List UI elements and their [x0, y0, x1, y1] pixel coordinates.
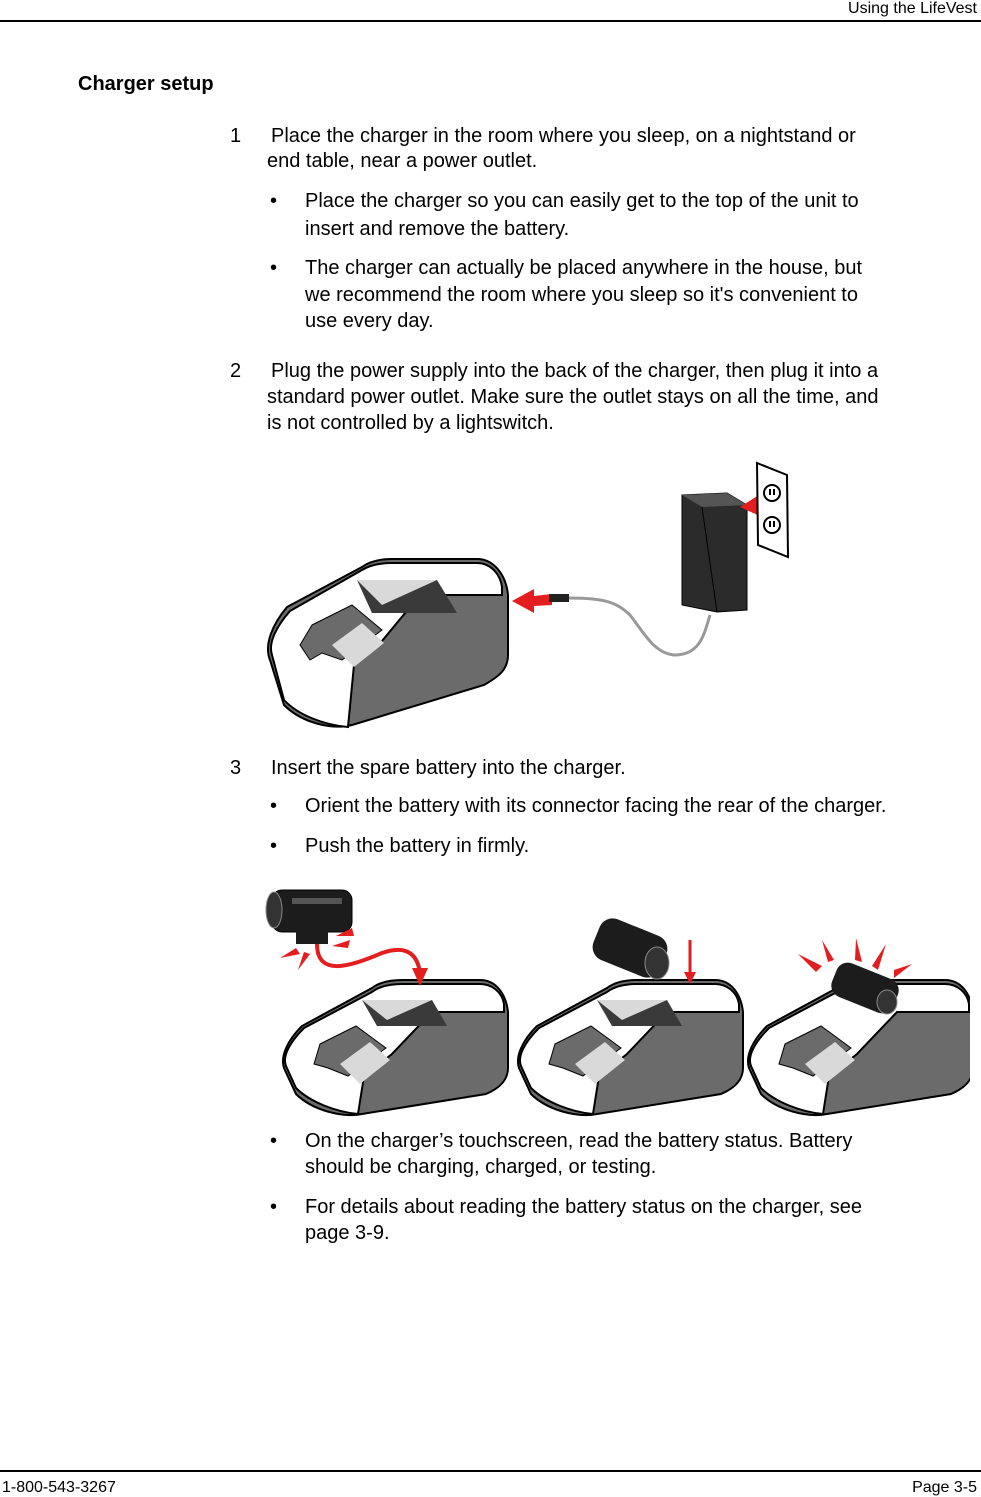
- bullet-text-line: should be charging, charged, or testing.: [305, 1156, 657, 1178]
- bullet-text-line: Orient the battery with its connector facing the rear of the charger.: [305, 795, 887, 817]
- footer-rule: [0, 1470, 981, 1472]
- running-header: Using the LifeVest: [848, 0, 977, 17]
- step-text-line: Insert the spare battery into the charger.: [271, 757, 626, 779]
- bullet-text-line: we recommend the room where you sleep so it's convenient to: [305, 284, 858, 306]
- battery-insertion-illustration: [262, 878, 970, 1123]
- step-text-line: Plug the power supply into the back of the charger, then plug it into a: [271, 360, 879, 382]
- header-rule: [0, 20, 981, 22]
- bullet-text-line: page 3-9.: [305, 1222, 390, 1244]
- wall-outlet-icon: [757, 463, 788, 557]
- step-text-line: Place the charger in the room where you sleep, on a nightstand or: [271, 125, 856, 147]
- step-number: 1: [230, 125, 242, 147]
- footer-page-number: Page 3-5: [912, 1479, 977, 1496]
- bullet-text-line: Push the battery in firmly.: [305, 835, 530, 857]
- charger-icon: [283, 980, 508, 1115]
- bullet-symbol: •: [270, 257, 278, 279]
- power-supply-icon: [682, 493, 747, 612]
- bullet-text-line: For details about reading the battery status on the charger, see: [305, 1196, 863, 1218]
- step-text-line: standard power outlet. Make sure the outlet stays on all the time, and: [267, 386, 879, 408]
- charger-power-setup-illustration: [262, 455, 802, 735]
- footer-phone: 1-800-543-3267: [2, 1479, 116, 1496]
- bullet-symbol: •: [270, 1130, 278, 1152]
- plug-icon: [549, 594, 569, 602]
- red-arrow-icon: [512, 589, 552, 613]
- step-text-line: is not controlled by a lightswitch.: [267, 412, 554, 434]
- bullet-text-line: The charger can actually be placed anywhere in the house, but: [305, 257, 863, 279]
- section-title: Charger setup: [78, 73, 214, 95]
- step-number: 3: [230, 757, 242, 779]
- battery-icon: [588, 914, 671, 982]
- bullet-symbol: •: [270, 835, 278, 857]
- bullet-text-line: insert and remove the battery.: [305, 218, 570, 240]
- bullet-symbol: •: [270, 1196, 278, 1218]
- bullet-text-line: use every day.: [305, 310, 434, 332]
- bullet-symbol: •: [270, 190, 278, 212]
- bullet-text-line: Place the charger so you can easily get to the top of the unit to: [305, 190, 859, 212]
- charger-icon: [518, 980, 743, 1115]
- bullet-symbol: •: [270, 795, 278, 817]
- curved-arrow-icon: [317, 944, 420, 973]
- step-number: 2: [230, 360, 242, 382]
- charger-icon: [268, 559, 508, 727]
- bullet-text-line: On the charger’s touchscreen, read the battery status. Battery: [305, 1130, 853, 1152]
- step-text-line: end table, near a power outlet.: [267, 150, 538, 172]
